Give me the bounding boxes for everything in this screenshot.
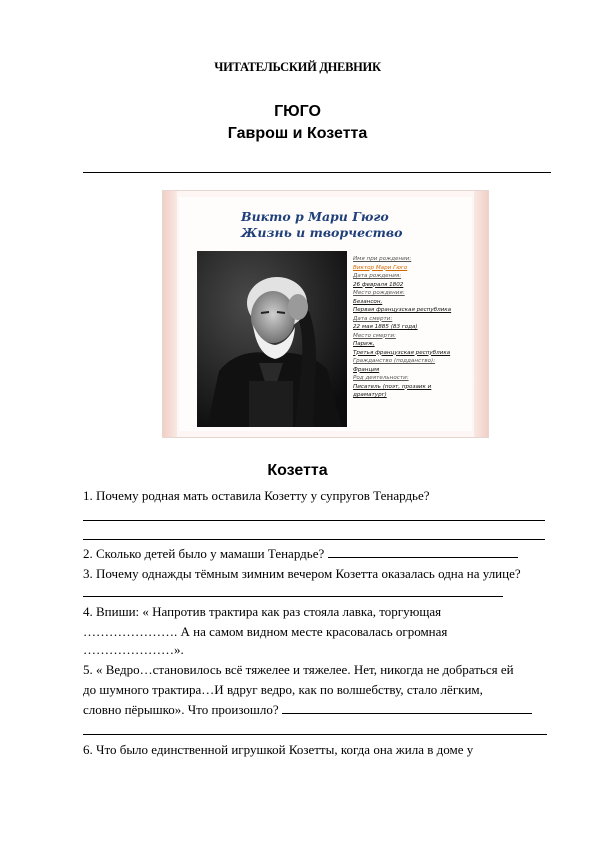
- question-4-line-1: 4. Впиши: « Напротив трактира как раз стояла лавка, торгующая: [83, 604, 442, 619]
- slide-title-line-2: Жизнь и творчество: [241, 225, 403, 240]
- bio-entry: Франция: [353, 366, 380, 373]
- author-name: ГЮГО: [274, 103, 321, 120]
- bio-entry: Имя при рождении:: [353, 256, 412, 262]
- question-3: 3. Почему однажды тёмным зимним вечером Козетта оказалась одна на улице?: [83, 566, 521, 581]
- question-5-line-3: словно пёрышко». Что произошло?: [83, 702, 279, 717]
- answer-line-1a[interactable]: [83, 520, 545, 521]
- answer-line-1b[interactable]: [83, 539, 545, 540]
- slide-title-line-1: Викто р Мари Гюго: [241, 209, 389, 224]
- bio-entry: Место смерти:: [353, 332, 396, 339]
- header-divider: [83, 172, 551, 173]
- question-1: 1. Почему родная мать оставила Козетту у супругов Тенардье?: [83, 488, 430, 503]
- answer-line-3[interactable]: [83, 596, 503, 597]
- answer-line-2[interactable]: [328, 546, 518, 558]
- bio-entry: Дата смерти:: [353, 315, 393, 322]
- bio-entry: 26 февраля 1802: [353, 281, 404, 288]
- bio-entry: 22 мая 1885 (83 года): [353, 324, 418, 330]
- bio-entry: Род деятельности:: [353, 375, 409, 381]
- question-5-line-2: до шумного трактира…И вдруг ведро, как по волшебству, стало лёгким,: [83, 682, 483, 697]
- diary-title: ЧИТАТЕЛЬСКИЙ ДНЕВНИК: [214, 60, 381, 74]
- book-title: Гаврош и Козетта: [227, 125, 368, 142]
- slide-title: [241, 209, 481, 241]
- question-4-line-2: …………………. А на самом видном месте красовалась огромная: [83, 624, 448, 639]
- slide-content: [179, 197, 472, 431]
- bio-entry: Безансон,: [353, 298, 383, 305]
- slide-left-band: [163, 191, 177, 437]
- answer-line-5b[interactable]: [83, 734, 547, 735]
- bio-entry: Место рождения:: [353, 290, 405, 296]
- question-2-row: [83, 546, 558, 562]
- section-title: Козетта: [267, 462, 328, 479]
- answer-line-5a[interactable]: [282, 702, 532, 714]
- question-4-line-3: …………………».: [83, 642, 184, 657]
- biography-facts: [353, 255, 483, 400]
- bio-entry: Париж,: [353, 341, 375, 347]
- bio-entry: Дата рождения:: [353, 273, 402, 279]
- author-biography-slide: [162, 190, 489, 438]
- bio-entry: драматург): [353, 392, 387, 398]
- bio-entry: Писатель (поэт, прозаик и: [353, 383, 432, 390]
- bio-entry: Гражданство (подданство):: [353, 358, 436, 364]
- question-2: 2. Сколько детей было у мамаши Тенардье?: [83, 546, 325, 561]
- question-6: 6. Что было единственной игрушкой Козетты, когда она жила в доме у: [83, 742, 474, 757]
- bio-entry: Виктор Мари Гюго: [353, 264, 408, 271]
- question-5-row: [83, 702, 558, 718]
- question-5-line-1: 5. « Ведро…становилось всё тяжелее и тяжелее. Нет, никогда не добраться ей: [83, 662, 514, 677]
- author-portrait: [197, 251, 347, 427]
- bio-entry: Первая французская республика: [353, 307, 452, 313]
- bio-entry: Третья французская республика: [353, 349, 451, 356]
